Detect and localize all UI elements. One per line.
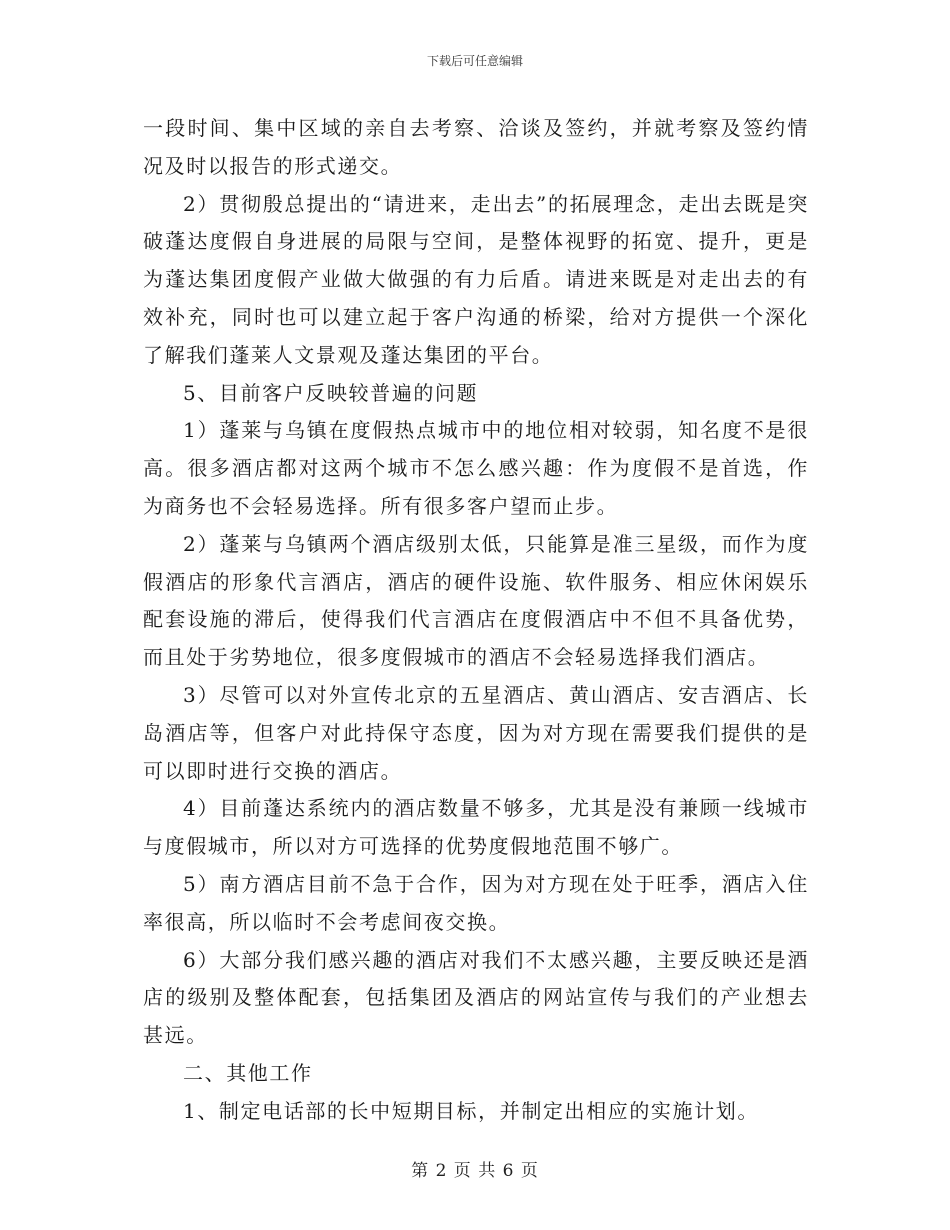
page-number-footer: 第 2 页 共 6 页 xyxy=(411,1161,539,1181)
paragraph-issue-3: 3）尽管可以对外宣传北京的五星酒店、黄山酒店、安吉酒店、长岛酒店等，但客户对此持保守态度，因为对方现在需要我们提供的是可以即时进行交换的酒店。 xyxy=(143,682,809,783)
section-heading-other-work: 二、其他工作 xyxy=(183,1060,313,1085)
paragraph-continuation: 一段时间、集中区域的亲自去考察、洽谈及签约，并就考察及签约情况及时以报告的形式递交。 xyxy=(143,116,809,178)
document-body xyxy=(143,110,809,1131)
header-note: 下载后可任意编辑 xyxy=(426,54,523,68)
paragraph-issue-6: 6）大部分我们感兴趣的酒店对我们不太感兴趣，主要反映还是酒店的级别及整体配套，包括集团及酒店的网站宣传与我们的产业想去甚远。 xyxy=(143,947,809,1048)
paragraph-expansion-concept: 2）贯彻殷总提出的“请进来，走出去”的拓展理念，走出去既是突破蓬达度假自身进展的局限与空间，是整体视野的拓宽、提升，更是为蓬达集团度假产业做大做强的有力后盾。请进来既是对走出去的有效补充，同时也可以建立起于客户沟通的桥梁，给对方提供一个深化了解我们蓬莱人文景观及蓬达集团的平台。 xyxy=(143,191,809,367)
section-heading-customer-issues: 5、目前客户反映较普遍的问题 xyxy=(183,380,479,405)
paragraph-other-work-1: 1、制定电话部的长中短期目标，并制定出相应的实施计划。 xyxy=(183,1098,759,1123)
paragraph-issue-4: 4）目前蓬达系统内的酒店数量不够多，尤其是没有兼顾一线城市与度假城市，所以对方可选择的优势度假地范围不够广。 xyxy=(143,796,809,859)
paragraph-issue-5: 5）南方酒店目前不急于合作，因为对方现在处于旺季，酒店入住率很高，所以临时不会考虑间夜交换。 xyxy=(143,871,809,934)
paragraph-issue-1: 1）蓬莱与乌镇在度假热点城市中的地位相对较弱，知名度不是很高。很多酒店都对这两个城市不怎么感兴趣：作为度假不是首选，作为商务也不会轻易选择。所有很多客户望而止步。 xyxy=(143,418,809,518)
paragraph-issue-2: 2）蓬莱与乌镇两个酒店级别太低，只能算是准三星级，而作为度假酒店的形象代言酒店，酒店的硬件设施、软件服务、相应休闲娱乐配套设施的滞后，使得我们代言酒店在度假酒店中不但不具备优势，而且处于劣势地位，很多度假城市的酒店不会轻易选择我们酒店。 xyxy=(143,531,809,670)
